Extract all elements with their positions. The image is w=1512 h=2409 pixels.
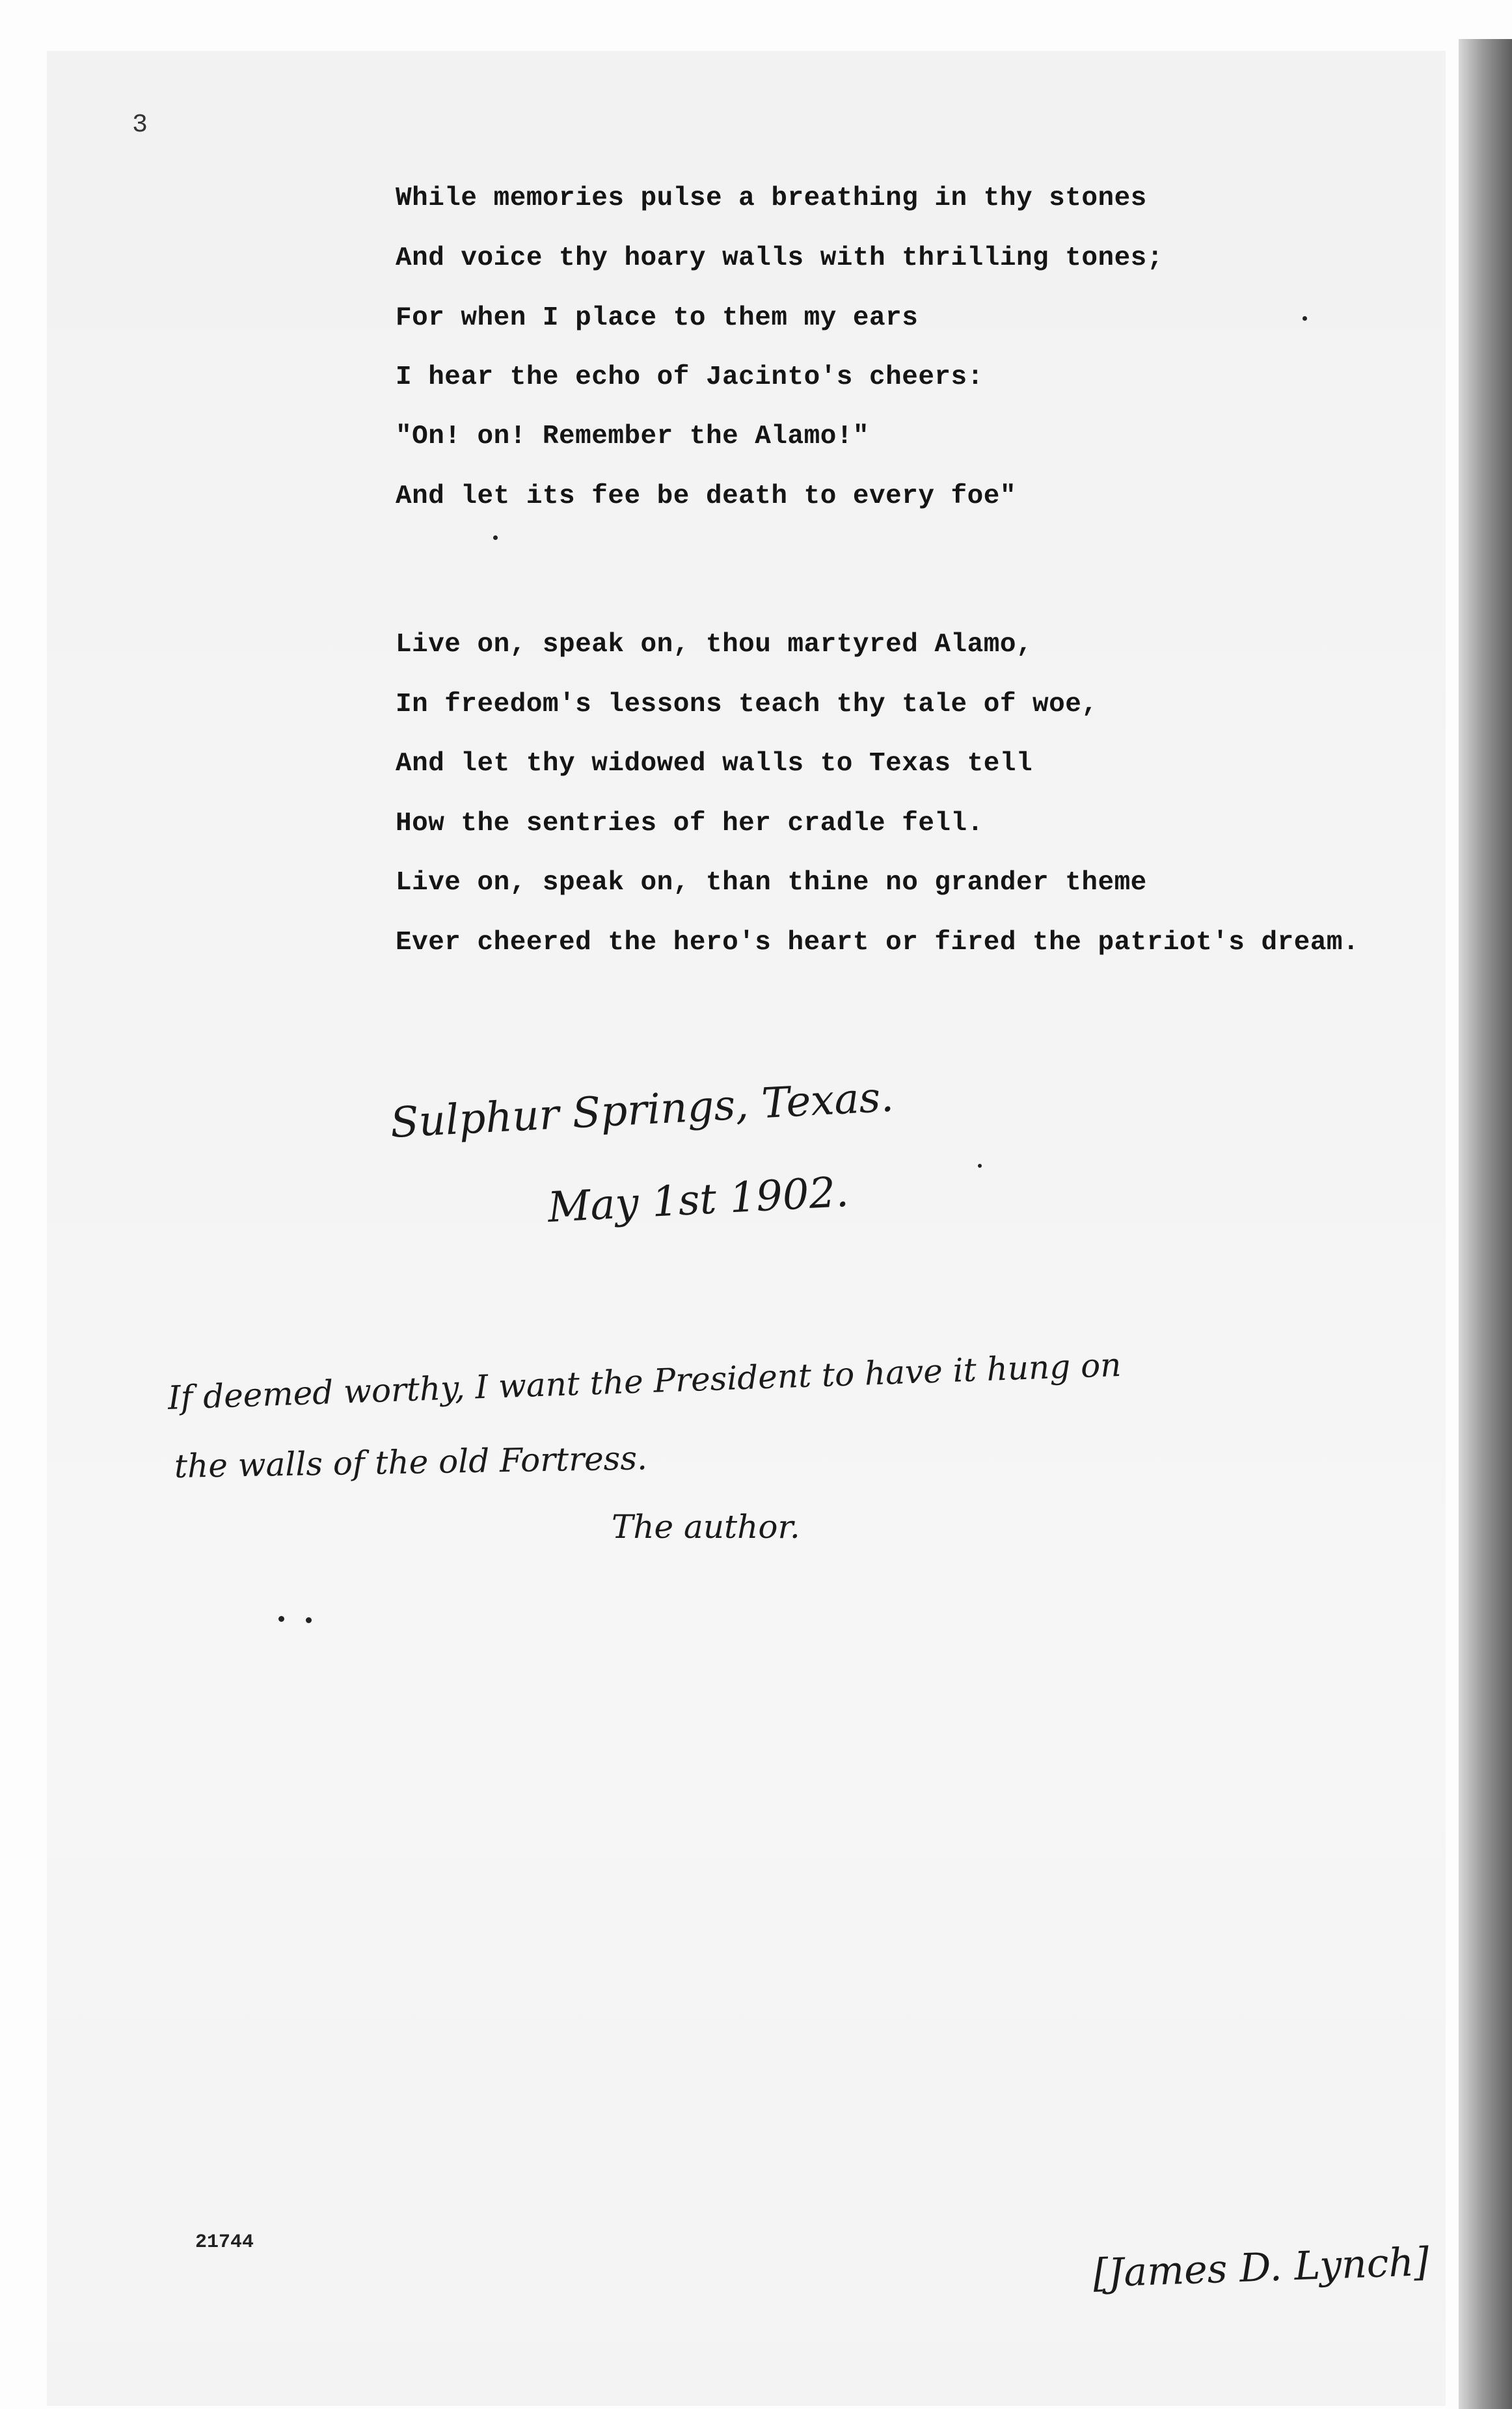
verse-line: And voice thy hoary walls with thrilling tones; bbox=[396, 243, 1163, 273]
verse-line: For when I place to them my ears bbox=[396, 303, 919, 333]
author-attribution: [James D. Lynch] bbox=[1092, 2239, 1430, 2296]
scan-speck bbox=[306, 1617, 312, 1623]
handwritten-signoff: The author. bbox=[612, 1508, 800, 1546]
scan-speck bbox=[278, 1616, 284, 1622]
scan-speck bbox=[493, 535, 498, 540]
paper-sheet bbox=[47, 51, 1446, 2406]
verse-line: Live on, speak on, than thine no grander theme bbox=[396, 868, 1147, 898]
scan-speck bbox=[978, 1164, 982, 1168]
handwritten-note-line: the walls of the old Fortress. bbox=[174, 1439, 648, 1485]
verse-line: How the sentries of her cradle fell. bbox=[396, 809, 984, 839]
page-number: 3 bbox=[132, 111, 148, 140]
scan-edge-shadow bbox=[1459, 39, 1512, 2409]
verse-line: And let thy widowed walls to Texas tell bbox=[396, 749, 1033, 779]
handwritten-date: May 1st 1902. bbox=[547, 1168, 850, 1232]
catalog-number: 21744 bbox=[195, 2231, 254, 2254]
handwritten-note-line: If deemed worthy, I want the President to have it hung on bbox=[167, 1345, 1122, 1417]
verse-line: In freedom's lessons teach thy tale of woe, bbox=[396, 690, 1098, 720]
verse-line: I hear the echo of Jacinto's cheers: bbox=[396, 362, 984, 392]
verse-line: And let its fee be death to every foe" bbox=[396, 481, 1016, 511]
handwritten-place: Sulphur Springs, Texas. bbox=[389, 1073, 895, 1148]
verse-line: Live on, speak on, thou martyred Alamo, bbox=[396, 630, 1033, 660]
scan-speck bbox=[1303, 316, 1307, 321]
verse-line: Ever cheered the hero's heart or fired the patriot's dream. bbox=[396, 928, 1360, 958]
verse-line: While memories pulse a breathing in thy stones bbox=[396, 183, 1147, 213]
verse-line: "On! on! Remember the Alamo!" bbox=[396, 422, 870, 451]
